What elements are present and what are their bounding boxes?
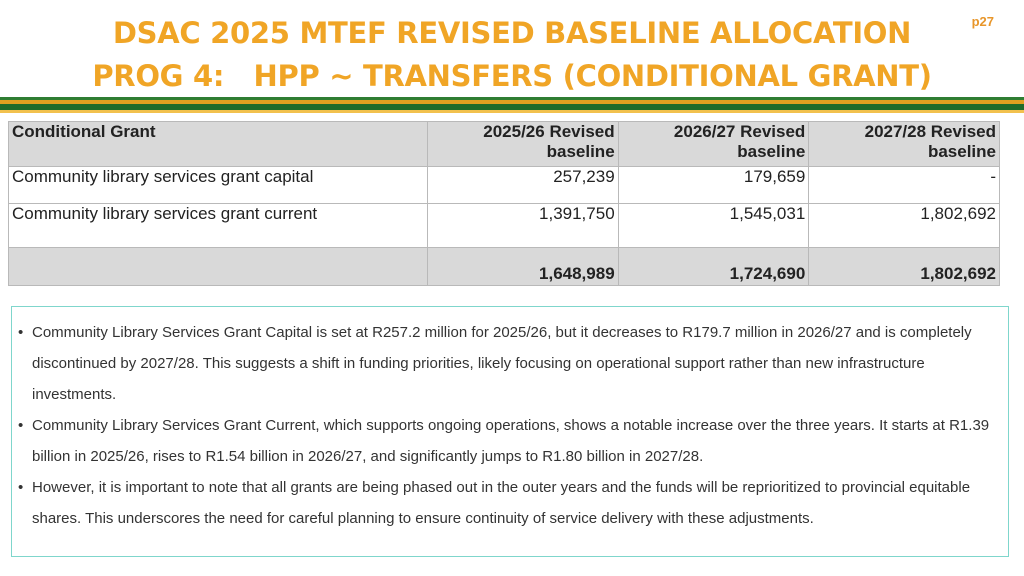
slide-title-line1: DSAC 2025 MTEF REVISED BASELINE ALLOCATION [112,16,912,50]
list-item [18,410,1002,472]
header-2026-27 [618,122,809,167]
header-2026-27-line2: baseline [737,142,806,161]
slide-title-line2: PROG 4: HPP ~ TRANSFERS (CONDITIONAL GRANT) [92,59,932,93]
row-label: Community library services grant capital [9,167,428,204]
total-2025-26: 1,648,989 [428,248,619,286]
analysis-notes-box [11,306,1009,557]
note-text: Community Library Services Grant Current, which supports ongoing operations, shows a notable increase over the three years. It starts at R1.39 billion in 2025/26, rises to R1.54 billion in 2026/27, and significantly jumps to R1.80 billion in 2027/28. [32,417,990,465]
header-2025-26-line1: 2025/26 Revised [483,122,615,141]
header-2027-28-line1: 2027/28 Revised [864,122,996,141]
header-2026-27-line1: 2026/27 Revised [673,122,806,141]
list-item [18,472,1002,534]
total-2026-27: 1,724,690 [618,248,809,286]
header-conditional-grant: Conditional Grant [9,122,428,167]
bullet-icon: • [18,479,24,496]
cell-2025-26: 257,239 [428,167,619,204]
cell-2025-26: 1,391,750 [428,204,619,248]
header-2027-28-line2: baseline [927,142,996,161]
note-text: Community Library Services Grant Capital is set at R257.2 million for 2025/26, but it decreases to R179.7 million in 2026/27 and is completely discontinued by 2027/28. This suggests a shift in funding priorities, likely focusing on operational support rather than new infrastructure investments. [32,324,972,403]
header-2025-26-line2: baseline [546,142,615,161]
total-2027-28: 1,802,692 [809,248,1000,286]
note-text: However, it is important to note that all grants are being phased out in the outer years and the funds will be reprioritized to provincial equitable shares. This underscores the need for careful planning to ensure continuity of service delivery with these adjustments. [32,479,971,527]
cell-2027-28: 1,802,692 [809,204,1000,248]
header-2025-26 [428,122,619,167]
table-total-row [9,248,1000,286]
table-header-row [9,122,1000,167]
header-2027-28 [809,122,1000,167]
table-row [9,204,1000,248]
page-number: p27 [971,14,994,29]
bullet-icon: • [18,417,24,434]
decorative-band-bottom [0,110,1024,113]
table-row [9,167,1000,204]
bullet-icon: • [18,324,24,341]
notes-list [18,317,1002,534]
conditional-grant-table [8,121,1000,286]
total-label [9,248,428,286]
slide-title [0,12,1024,98]
cell-2026-27: 1,545,031 [618,204,809,248]
list-item [18,317,1002,410]
cell-2027-28: - [809,167,1000,204]
row-label: Community library services grant current [9,204,428,248]
cell-2026-27: 179,659 [618,167,809,204]
